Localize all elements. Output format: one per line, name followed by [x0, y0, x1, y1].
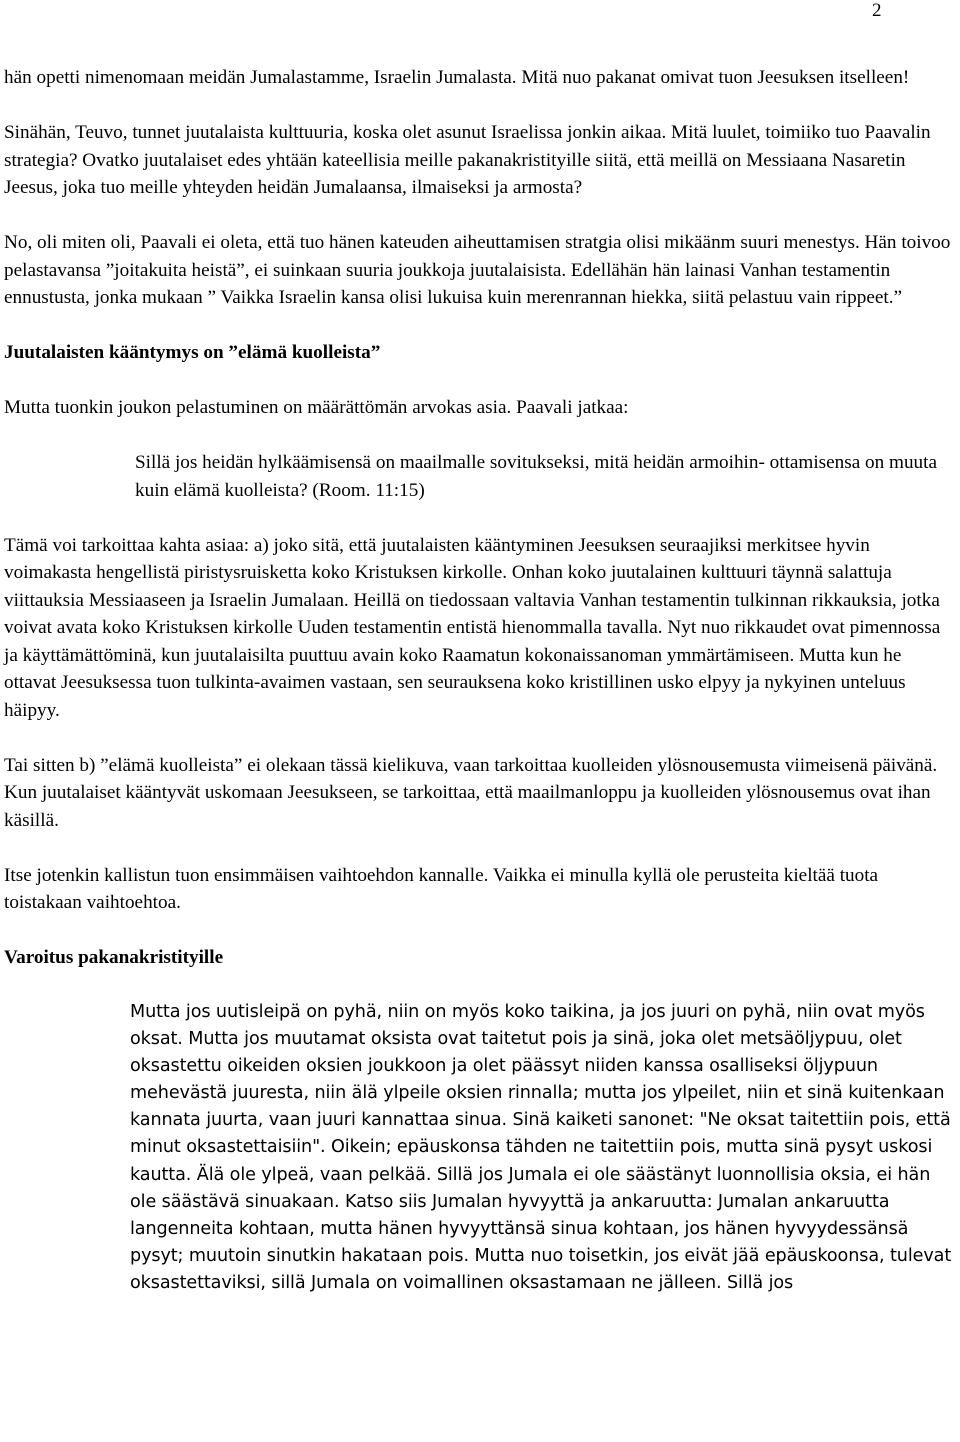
paragraph-6: Tai sitten b) ”elämä kuolleista” ei olekaan tässä kielikuva, vaan tarkoittaa kuolleiden ylösnousemusta viimeisenä päivänä. Kun juutalaiset kääntyvät uskomaan Jeesukseen, se tarkoittaa, että maailmanloppu ja kuolleiden ylösnousemus ovat ihan käsillä. — [4, 754, 938, 831]
paragraph-7: Itse jotenkin kallistun tuon ensimmäisen vaihtoehdon kannalle. Vaikka ei minulla kyllä ole perusteita kieltää tuota toistakaan vaihtoehtoa. — [4, 864, 879, 913]
block-quote-2: Mutta jos uutisleipä on pyhä, niin on myös koko taikina, ja jos juuri on pyhä, niin ovat myös oksat. Mutta jos muutamat oksista ovat taitetut pois ja sinä, joka olet metsäöljypuu, olet oksastettu oikeiden oksien joukkoon ja olet päässyt niiden kanssa osalliseksi öljypuun mehevästä juuresta, niin älä ylpeile oksien rinnalla; mutta jos ylpeilet, niin et sinä kuitenkaan kannata juurta, vaan juuri kannattaa sinua. Sinä kaiketi sanonet: "Ne oksat taitettiin pois, että minut oksastettaisiin". Oikein; epäuskonsa tähden ne taitettiin pois, mutta sinä pysyt uskosi kautta. Älä ole ylpeä, vaan pelkää. Sillä jos Jumala ei ole säästänyt luonnollisia oksia, ei hän ole säästävä sinuakaan. Katso siis Jumalan hyvyyttä ja ankaruutta: Jumalan ankaruutta langenneita kohtaan, mutta hänen hyvyyttänsä sinua kohtaan, jos hänen hyvyydessänsä pysyt; muutoin sinutkin hakataan pois. Mutta nuo toisetkin, jos eivät jää epäuskoonsa, tulevat oksastettaviksi, sillä Jumala on voimallinen oksastamaan ne jälleen. Sillä jos — [130, 1002, 952, 1293]
section-heading-2: Varoitus pakanakristityille — [4, 947, 224, 968]
block-quote-1: Sillä jos heidän hylkäämisensä on maailmalle sovitukseksi, mitä heidän armoihin- ottamisensa on muuta kuin elämä kuolleista? (Room. 11:15) — [135, 452, 937, 501]
paragraph-5: Tämä voi tarkoittaa kahta asiaa: a) joko sitä, että juutalaisten kääntyminen Jeesuksen seuraajiksi merkitsee hyvin voimakasta hengellistä piristysruisketta koko Kristuksen kirkolle. Onhan koko juutalainen kulttuuri täynnä salattuja viittauksia Messiaaseen ja Israelin Jumalaan. Heillä on tiedossaan valtavia Vanhan testamentin tulkinnan rikkauksia, jotka voivat avata koko Kristuksen kirkolle Uuden testamentin entistä hienommalla tavalla. Nyt nuo rikkaudet ovat pimennossa ja käyttämättöminä, kun juutalaisilta puuttuu avain koko Raamatun kokonaissanoman ymmärtämiseen. Mutta kun he ottavat Jeesuksessa tuon tulkinta-avaimen vastaan, sen seurauksena koko kristillinen usko elpyy ja nykyinen unteluus häipyy. — [4, 534, 941, 721]
paragraph-1: hän opetti nimenomaan meidän Jumalastamme, Israelin Jumalasta. Mitä nuo pakanat omivat tuon Jeesuksen itselleen! — [4, 67, 910, 88]
paragraph-4: Mutta tuonkin joukon pelastuminen on määrättömän arvokas asia. Paavali jatkaa: — [4, 397, 629, 418]
paragraph-2: Sinähän, Teuvo, tunnet juutalaista kulttuuria, koska olet asunut Israelissa jonkin aikaa. Mitä luulet, toimiiko tuo Paavalin strategia? Ovatko juutalaiset edes yhtään kateellisia meille pakanakristityille siitä, että meillä on Messiaana Nasaretin Jeesus, joka tuo meille yhteyden heidän Jumalaansa, ilmaiseksi ja armosta? — [4, 122, 931, 198]
page-number: 2 — [872, 0, 882, 21]
paragraph-3: No, oli miten oli, Paavali ei oleta, että tuo hänen kateuden aiheuttamisen stratgia olisi mikäänm suuri menestys. Hän toivoo pelastavansa ”joitakuita heistä”, ei suinkaan suuria joukkoja juutalaisista. Edellähän hän lainasi Vanhan testamentin ennustusta, jonka mukaan ” Vaikka Israelin kansa olisi lukuisa kuin merenrannan hiekka, siitä pelastuu vain rippeet.” — [4, 232, 951, 308]
document-body — [4, 64, 956, 1297]
section-heading-1: Juutalaisten kääntymys on ”elämä kuolleista” — [4, 342, 381, 363]
